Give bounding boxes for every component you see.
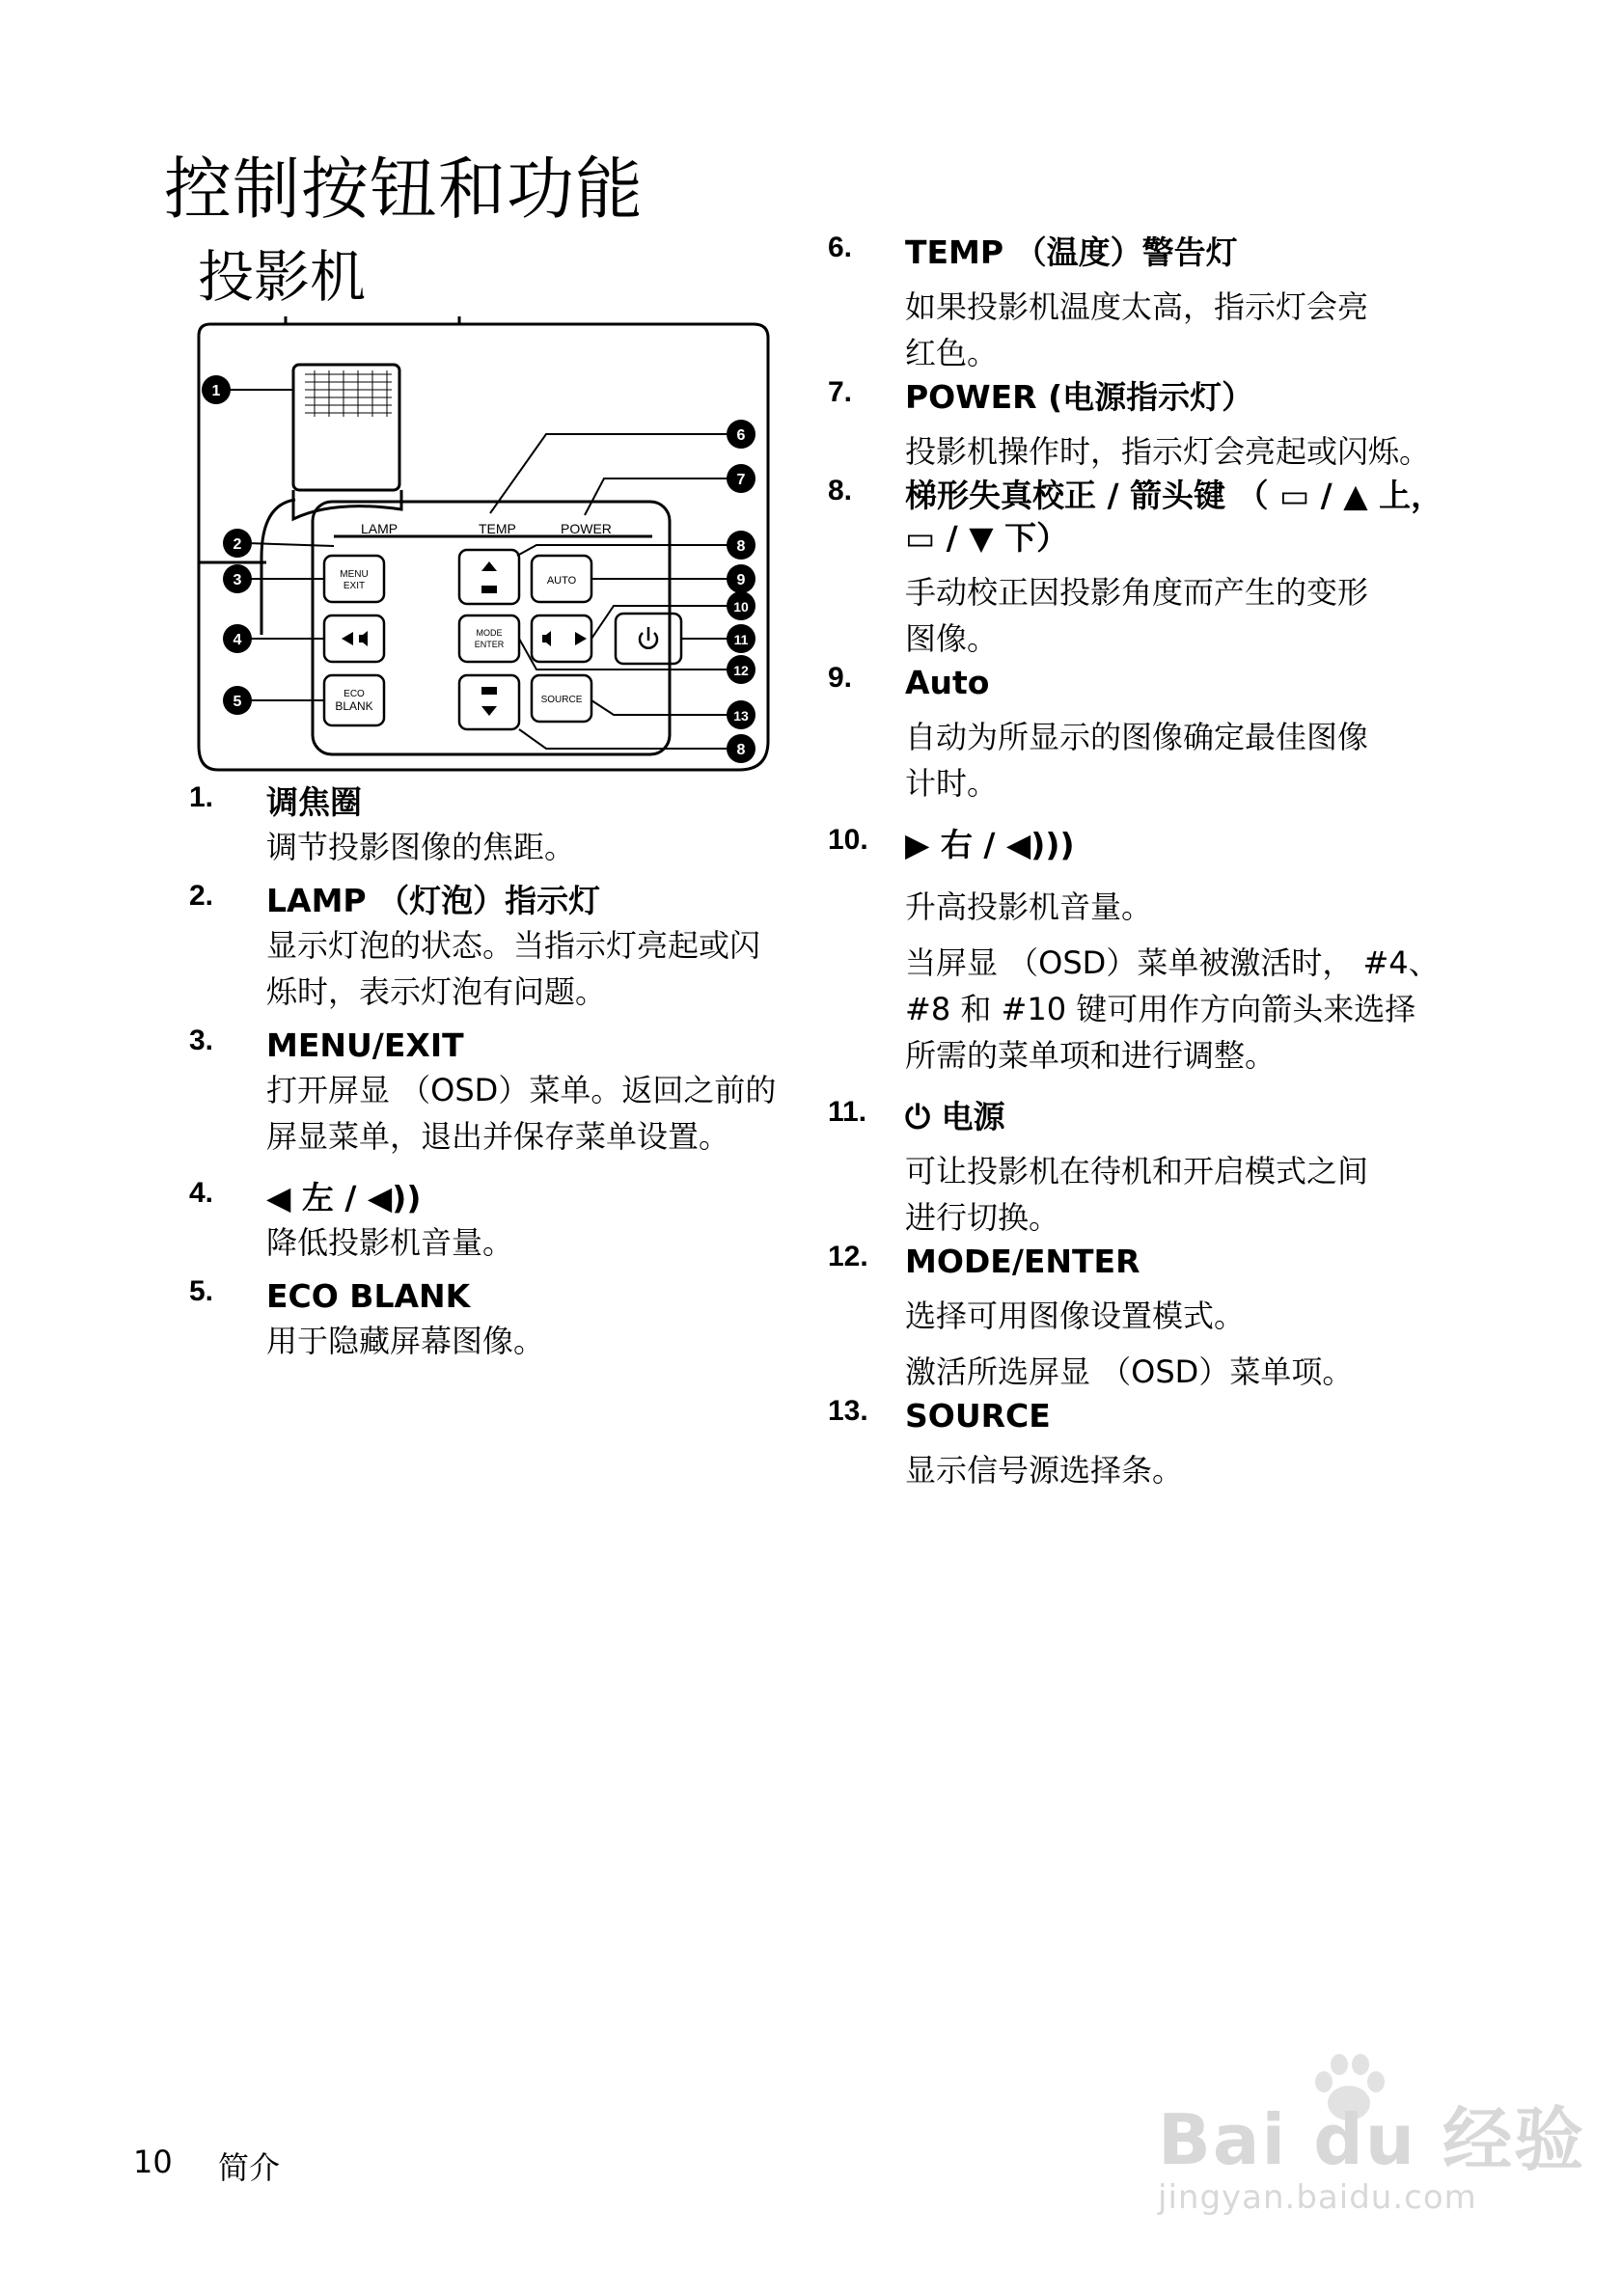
item-heading: ECO BLANK: [266, 1277, 471, 1315]
item-desc: 红色。: [905, 335, 999, 371]
item-desc: 调节投影图像的焦距。: [266, 829, 576, 865]
list-item: [189, 880, 865, 1015]
item-number: 12.: [828, 1241, 868, 1272]
blank-button-label: BLANK: [335, 699, 373, 713]
right-column: [828, 232, 1561, 1493]
list-item: [189, 1177, 865, 1266]
item-desc: 当屏显 （OSD）菜单被激活时， #4、: [905, 944, 1440, 981]
list-item: [828, 232, 1561, 376]
enter-button-label: ENTER: [474, 640, 505, 649]
item-heading: LAMP （灯泡）指示灯: [266, 882, 601, 919]
right-arrow-icon: [575, 632, 587, 645]
section-subtitle: 投影机: [198, 244, 367, 310]
speaker-loud-icon: [542, 631, 551, 646]
mode-button-label: MODE: [476, 628, 503, 638]
panel-label-lamp: LAMP: [361, 521, 398, 536]
item-desc: 自动为所显示的图像确定最佳图像: [905, 719, 1369, 755]
page-number: 10: [133, 2144, 173, 2180]
item-number: 3.: [189, 1025, 214, 1056]
item-number: 7.: [828, 376, 853, 408]
list-item: [828, 1241, 1561, 1395]
item-desc: 显示信号源选择条。: [905, 1452, 1184, 1489]
item-heading: POWER (电源指示灯）: [905, 378, 1254, 416]
callout-10: 10: [733, 599, 749, 615]
item-desc: 进行切换。: [905, 1199, 1060, 1236]
exit-button-label: EXIT: [343, 581, 366, 591]
eco-button-label: ECO: [343, 689, 365, 699]
list-item: [828, 824, 1561, 1079]
list-item: [189, 1025, 865, 1160]
keystone-down-icon: [481, 687, 497, 695]
item-number: 4.: [189, 1177, 214, 1209]
item-number: 6.: [828, 232, 853, 263]
item-desc: 投影机操作时，指示灯会亮起或闪烁。: [905, 433, 1431, 470]
callout-11: 11: [733, 632, 749, 647]
item-desc: 选择可用图像设置模式。: [905, 1298, 1246, 1334]
up-arrow-icon: [481, 561, 497, 571]
item-heading: ◀ 左 / ◀)): [266, 1179, 422, 1216]
item-heading: SOURCE: [905, 1397, 1051, 1435]
item-number: 11.: [828, 1096, 867, 1128]
down-arrow-icon: [481, 706, 497, 716]
item-number: 1.: [189, 781, 214, 813]
item-number: 8.: [828, 475, 853, 506]
item-desc: 计时。: [905, 765, 999, 802]
page-title: 控制按钮和功能: [164, 150, 644, 229]
footer-section: 简介: [218, 2149, 281, 2186]
item-desc: 如果投影机温度太高，指示灯会亮: [905, 288, 1369, 325]
callout-9: 9: [736, 572, 746, 588]
callout-1: 1: [211, 383, 221, 399]
item-heading: ⏻ 电源: [905, 1098, 1005, 1135]
item-heading: 调焦圈: [266, 783, 362, 821]
panel-label-power: POWER: [561, 521, 612, 536]
list-item: [828, 1395, 1561, 1493]
watermark-url: jingyan.baidu.com: [1158, 2178, 1477, 2217]
left-arrow-icon: [342, 632, 353, 645]
keystone-icon: [481, 586, 497, 593]
watermark-brand: Bai du 经验: [1158, 2099, 1586, 2180]
callout-7: 7: [736, 472, 746, 488]
item-number: 13.: [828, 1395, 868, 1427]
callout-2: 2: [233, 536, 242, 553]
item-heading: TEMP （温度）警告灯: [905, 233, 1238, 271]
callout-8: 8: [736, 538, 746, 555]
item-heading: Auto: [905, 664, 990, 701]
callout-3: 3: [233, 572, 242, 588]
power-icon: [640, 627, 657, 648]
item-heading: MODE/ENTER: [905, 1243, 1140, 1280]
item-number: 10.: [828, 824, 868, 856]
item-desc: 屏显菜单，退出并保存菜单设置。: [266, 1118, 730, 1155]
list-item: [828, 1096, 1561, 1241]
item-desc: 升高投影机音量。: [905, 888, 1153, 925]
callout-4: 4: [233, 632, 242, 648]
item-heading-cont: ▭ / ▼ 下）: [905, 519, 1069, 557]
item-number: 2.: [189, 880, 214, 912]
item-heading: ▶ 右 / ◀))): [905, 826, 1075, 863]
list-item: [189, 781, 865, 870]
projector-diagram: [189, 316, 787, 779]
list-item: [828, 376, 1561, 475]
auto-button-label: AUTO: [546, 575, 577, 587]
source-button-label: SOURCE: [540, 695, 583, 705]
item-desc: 显示灯泡的状态。当指示灯亮起或闪: [266, 927, 761, 964]
list-item: [828, 662, 1561, 806]
list-item: [828, 475, 1561, 662]
panel-label-temp: TEMP: [479, 521, 516, 536]
item-desc: 打开屏显 （OSD）菜单。返回之前的: [266, 1072, 777, 1108]
item-desc: 可让投影机在待机和开启模式之间: [905, 1153, 1369, 1189]
item-desc: 图像。: [905, 620, 999, 657]
menu-button-label: MENU: [340, 569, 369, 580]
item-desc: 用于隐藏屏幕图像。: [266, 1323, 545, 1359]
item-desc: 烁时，表示灯泡有问题。: [266, 973, 607, 1010]
item-number: 9.: [828, 662, 853, 694]
item-heading: MENU/EXIT: [266, 1026, 464, 1064]
item-desc: #8 和 #10 键可用作方向箭头来选择: [905, 991, 1416, 1027]
callout-6: 6: [736, 427, 746, 444]
list-item: [189, 1275, 865, 1364]
callout-8-bottom: 8: [736, 742, 746, 758]
left-column: [189, 781, 865, 1364]
callout-5: 5: [233, 694, 242, 710]
callout-13: 13: [733, 708, 749, 724]
item-heading: 梯形失真校正 / 箭头键 （ ▭ / ▲ 上，: [905, 477, 1443, 514]
speaker-icon: [359, 631, 368, 646]
callout-12: 12: [733, 663, 749, 678]
item-desc: 手动校正因投影角度而产生的变形: [905, 574, 1369, 611]
item-desc: 所需的菜单项和进行调整。: [905, 1037, 1277, 1074]
item-desc: 激活所选屏显 （OSD）菜单项。: [905, 1353, 1354, 1390]
item-desc: 降低投影机音量。: [266, 1224, 514, 1261]
item-number: 5.: [189, 1275, 214, 1307]
